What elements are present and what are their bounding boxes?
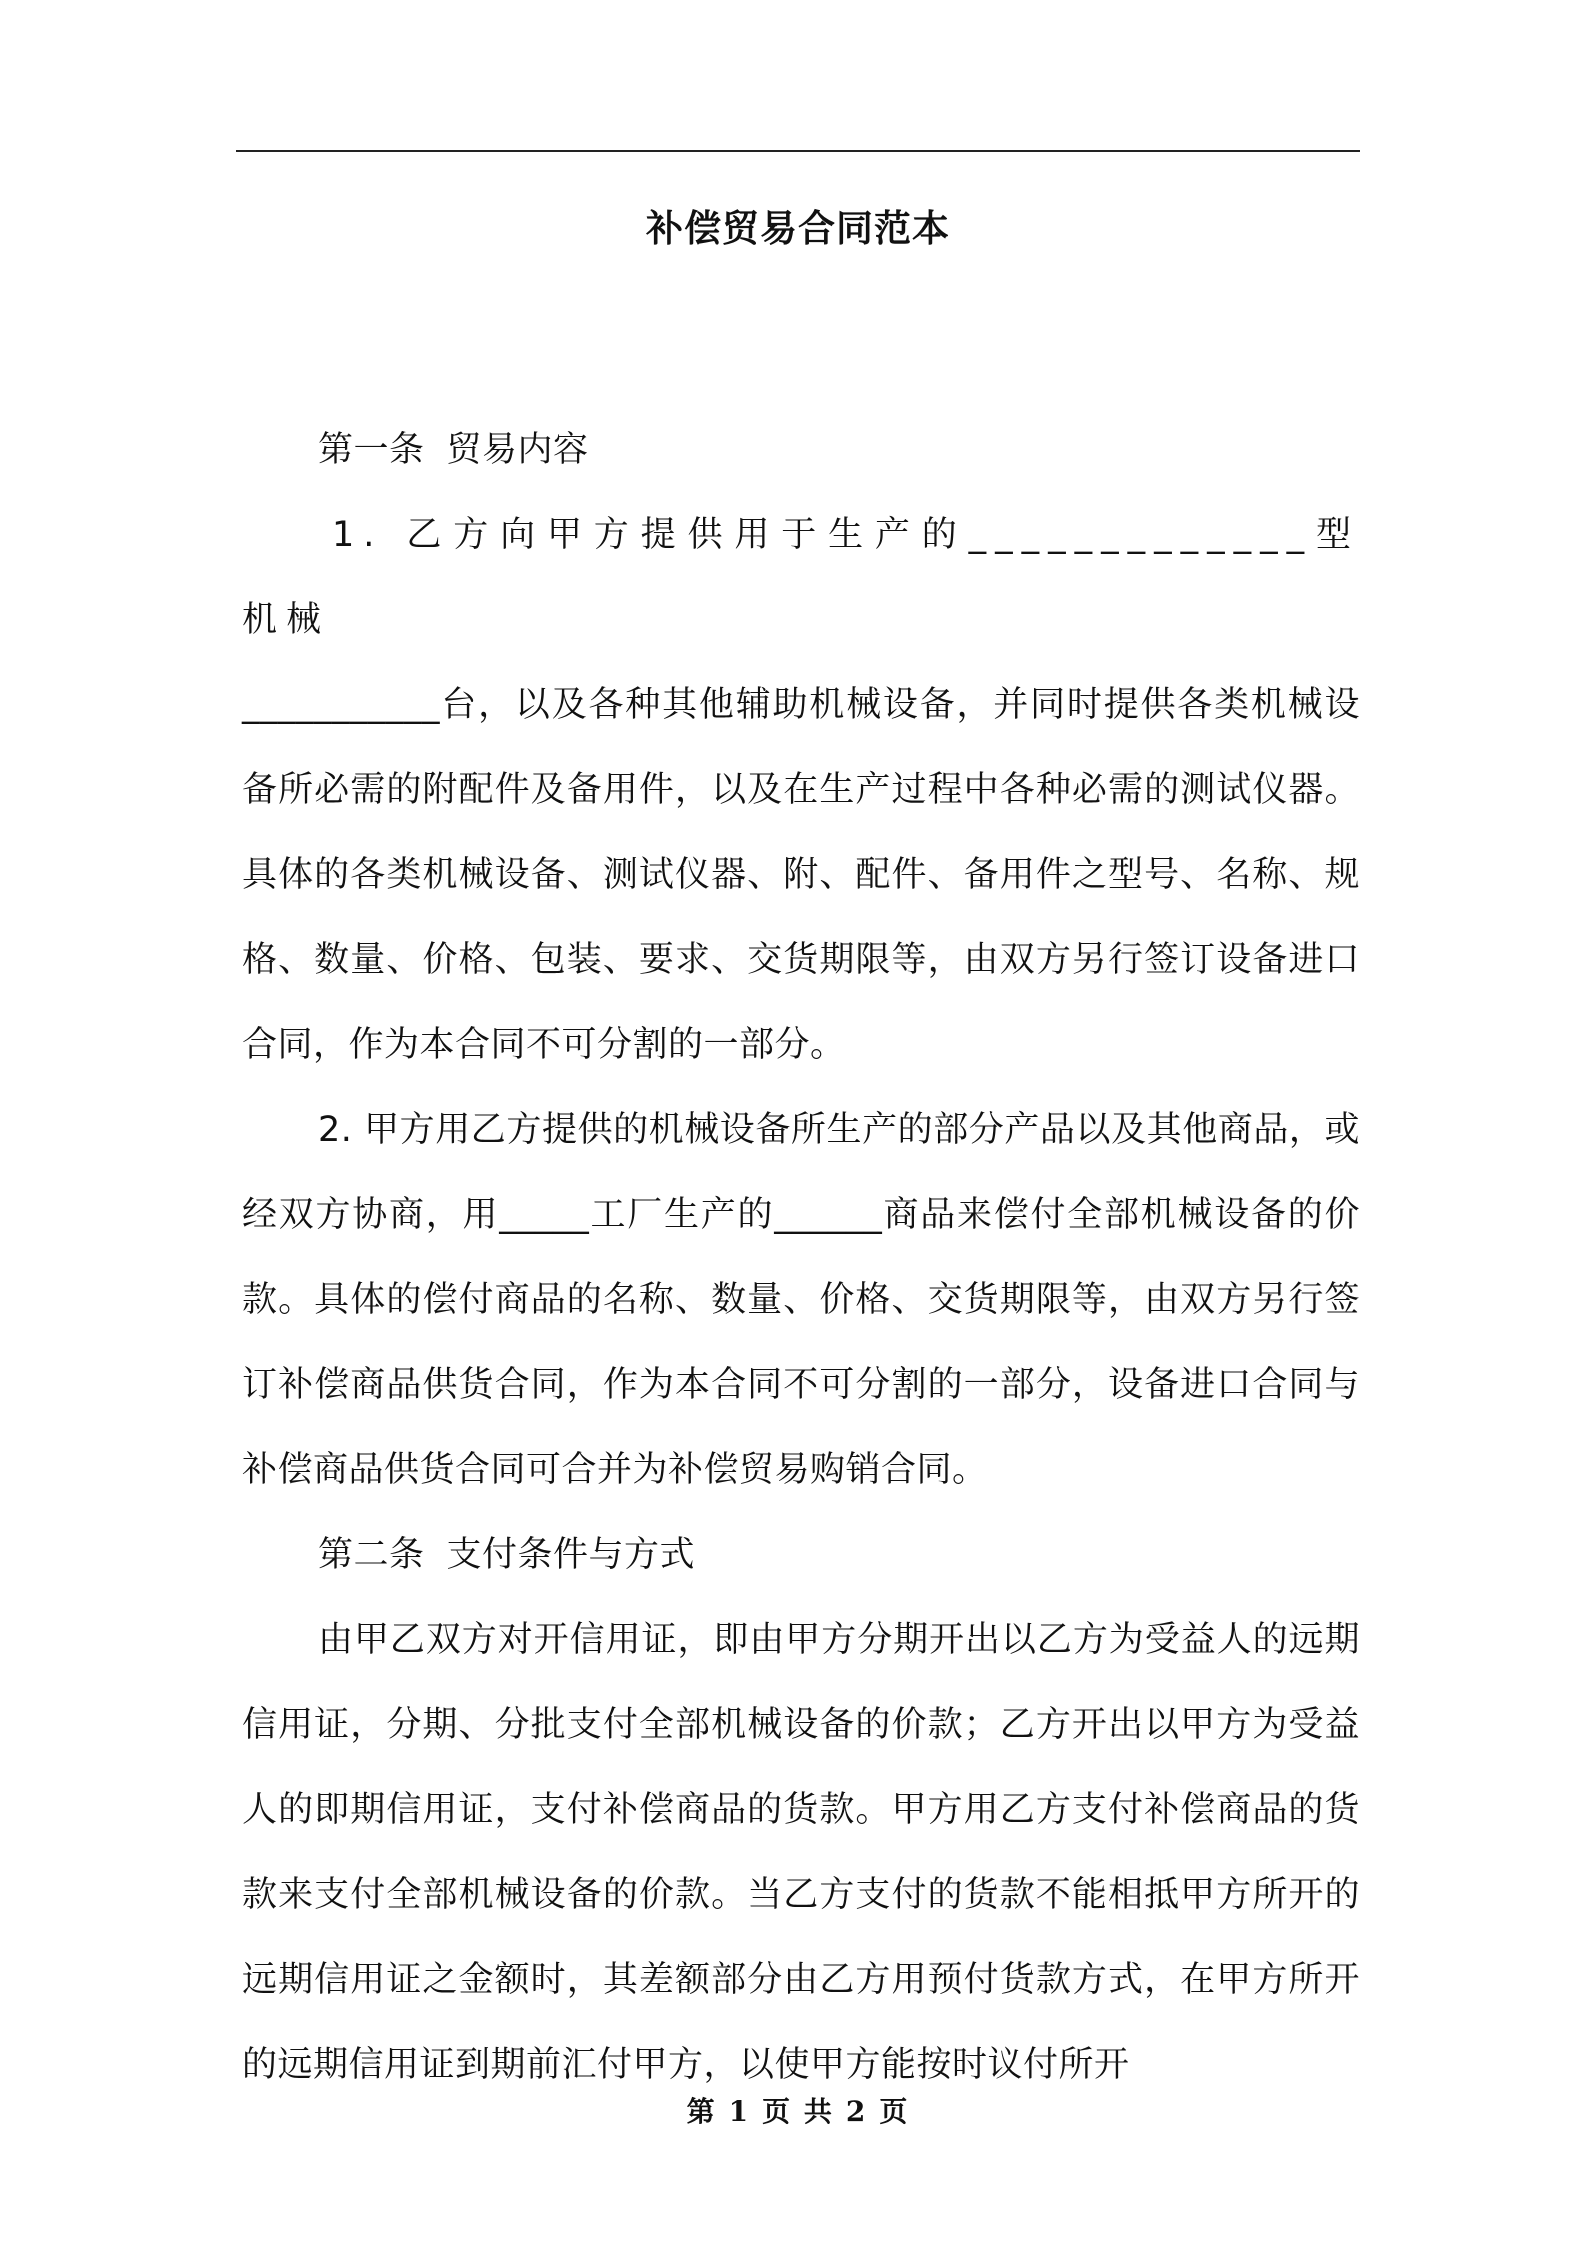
footer-middle: 页 共 bbox=[762, 2095, 834, 2128]
footer-prefix: 第 bbox=[686, 2095, 717, 2128]
header-rule bbox=[236, 150, 1360, 152]
article-2-heading bbox=[242, 1513, 1360, 1598]
article-2-body: 由甲乙双方对开信用证，即由甲方分期开出以乙方为受益人的远期信用证，分期、分批支付全部机械设备的价款；乙方开出以甲方为受益人的即期信用证，支付补偿商品的货款。甲方用乙方支付补偿商品的货款来支付全部机械设备的价款。当乙方支付的货款不能相抵甲方所开的远期信用证之金额时，其差额部分由乙方用预付货款方式，在甲方所开的远期信用证到期前汇付甲方，以使甲方能按时议付所开 bbox=[242, 1620, 1360, 2085]
footer-total-pages: 2 bbox=[845, 2095, 868, 2128]
document-body bbox=[242, 408, 1360, 2108]
article-2-title: 支付条件与方式 bbox=[446, 1535, 696, 1575]
article-1-item-2: 2. 甲方用乙方提供的机械设备所生产的部分产品以及其他商品，或经双方协商，用_____工厂生产的______商品来偿付全部机械设备的价款。具体的偿付商品的名称、数量、价格、交货期限等，由双方另行签订补偿商品供货合同，作为本合同不可分割的一部分，设备进口合同与补偿商品供货合同可合并为补偿贸易购销合同。 bbox=[242, 1110, 1360, 1490]
footer-suffix: 页 bbox=[879, 2095, 910, 2128]
article-1-heading bbox=[242, 408, 1360, 493]
page-footer bbox=[236, 2090, 1360, 2130]
footer-page-number: 1 bbox=[728, 2095, 751, 2128]
article-1-item-1-body: ___________台，以及各种其他辅助机械设备，并同时提供各类机械设备所必需的附配件及备用件，以及在生产过程中各种必需的测试仪器。具体的各类机械设备、测试仪器、附、配件、备用件之型号、名称、规格、数量、价格、包装、要求、交货期限等，由双方另行签订设备进口合同，作为本合同不可分割的一部分。 bbox=[242, 685, 1360, 1065]
article-2-number: 第二条 bbox=[318, 1535, 425, 1575]
document-title: 补偿贸易合同范本 bbox=[646, 207, 950, 250]
article-1-title: 贸易内容 bbox=[446, 430, 589, 470]
article-1-item-1-first-line: 1. 乙方向甲方提供用于生产的_____________型机械 bbox=[242, 515, 1360, 640]
article-1-number: 第一条 bbox=[318, 430, 425, 470]
